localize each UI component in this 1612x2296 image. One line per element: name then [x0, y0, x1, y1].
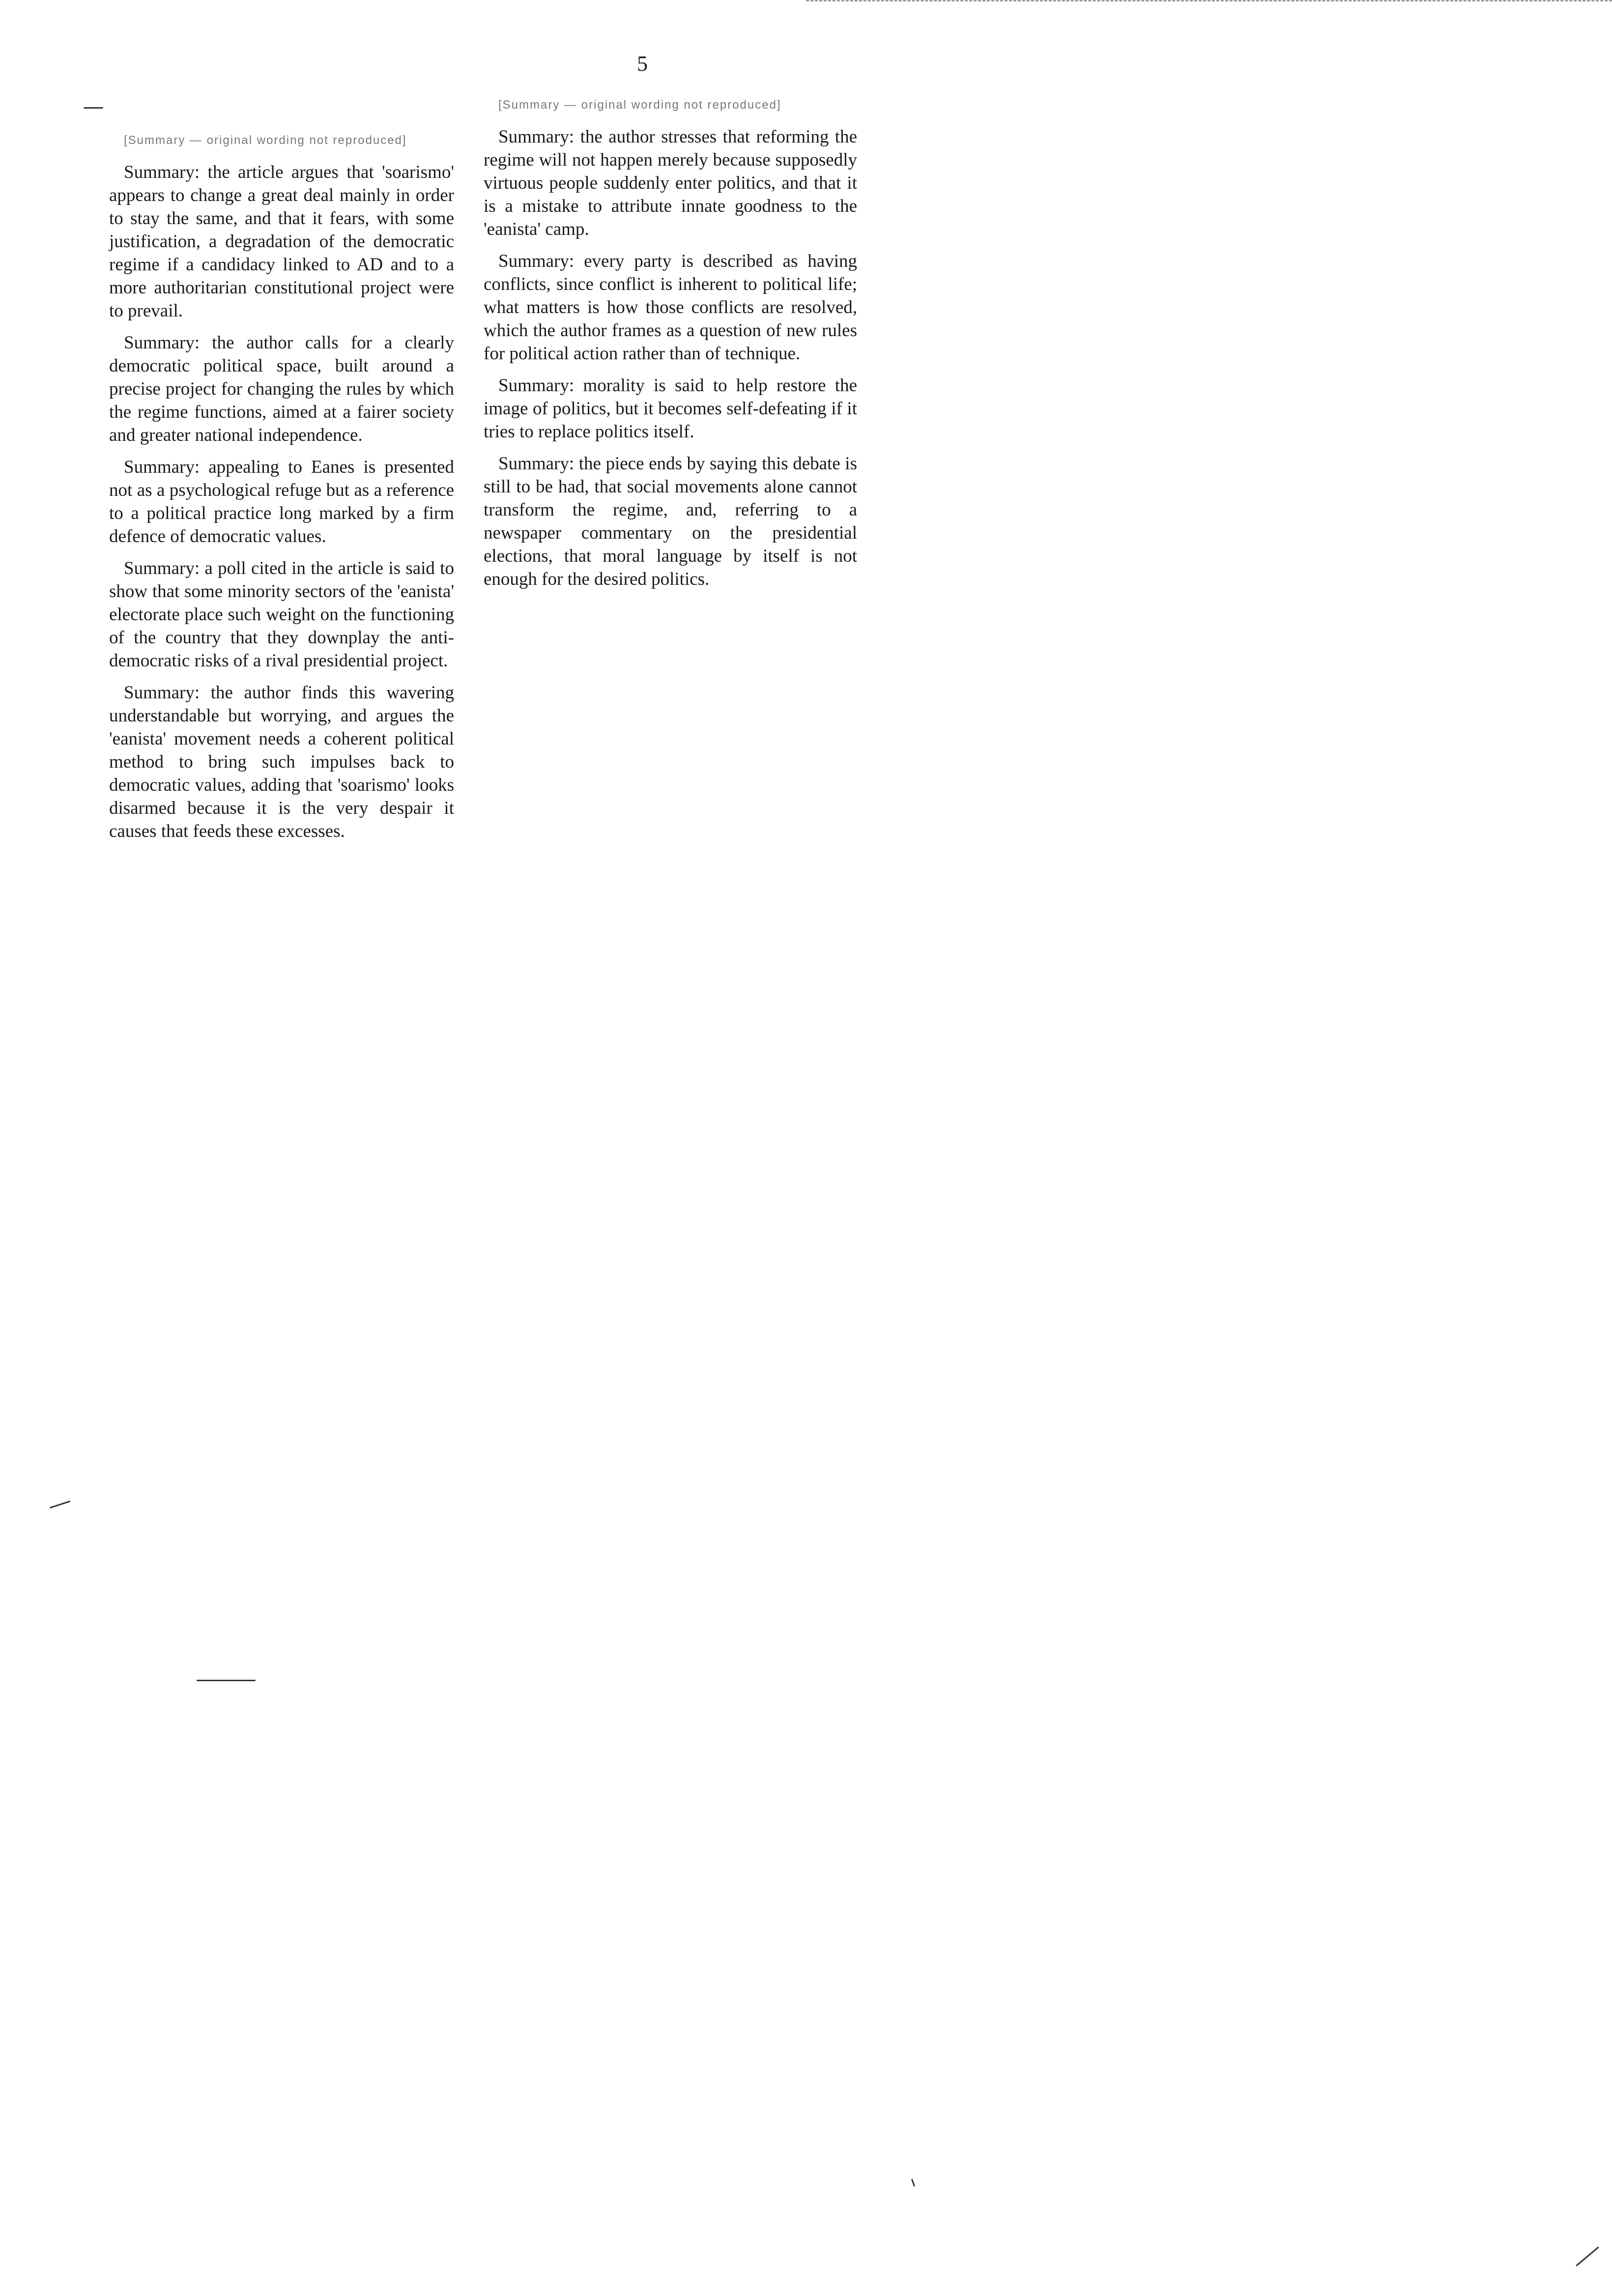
- summary-label: [Summary — original wording not reproduced]: [498, 98, 781, 112]
- scan-speck: [84, 107, 103, 109]
- scan-speck: [1576, 2246, 1599, 2267]
- article-column-right: [484, 93, 857, 600]
- scan-edge-mark: [806, 0, 1612, 4]
- paragraph: Summary: the piece ends by saying this debate is still to be had, that social movements alone cannot transform the regime, and, referring to a newspaper commentary on the presidential elections, that moral language by itself is not enough for the desired politics.: [484, 454, 857, 589]
- paragraph: Summary: the author finds this wavering understandable but worrying, and argues the 'eanista' movement needs a coherent political method to bring such impulses back to democratic values, adding that 'soarismo' looks disarmed because it is the very despair it causes that feeds these excesses.: [109, 683, 454, 841]
- page-number: 5: [637, 52, 648, 76]
- article-column-left: [109, 129, 454, 852]
- summary-label: [Summary — original wording not reproduced]: [124, 134, 407, 147]
- paragraph: Summary: a poll cited in the article is said to show that some minority sectors of the 'eanista' electorate place such weight on the functioning of the country that they downplay the anti-democratic risks of a rival presidential project.: [109, 558, 454, 671]
- paragraph: Summary: morality is said to help restore the image of politics, but it becomes self-defeating if it tries to replace politics itself.: [484, 375, 857, 442]
- scan-speck: [911, 2179, 915, 2186]
- scan-speck: [197, 1680, 256, 1681]
- paragraph: Summary: the article argues that 'soarismo' appears to change a great deal mainly in order to stay the same, and that it fears, with some justification, a degradation of the democratic regime if a candidacy linked to AD and to a more authoritarian constitutional project were to prevail.: [109, 162, 454, 321]
- paragraph: Summary: appealing to Eanes is presented not as a psychological refuge but as a reference to a political practice long marked by a firm defence of democratic values.: [109, 457, 454, 546]
- paragraph: Summary: the author stresses that reforming the regime will not happen merely because supposedly virtuous people suddenly enter politics, and that it is a mistake to attribute innate goodness to the 'eanista' camp.: [484, 127, 857, 239]
- paragraph: Summary: every party is described as having conflicts, since conflict is inherent to political life; what matters is how those conflicts are resolved, which the author frames as a question of new rules for political action rather than of technique.: [484, 251, 857, 364]
- scan-speck: [50, 1500, 71, 1508]
- paragraph: Summary: the author calls for a clearly democratic political space, built around a precise project for changing the rules by which the regime functions, aimed at a fairer society and greater national independence.: [109, 333, 454, 445]
